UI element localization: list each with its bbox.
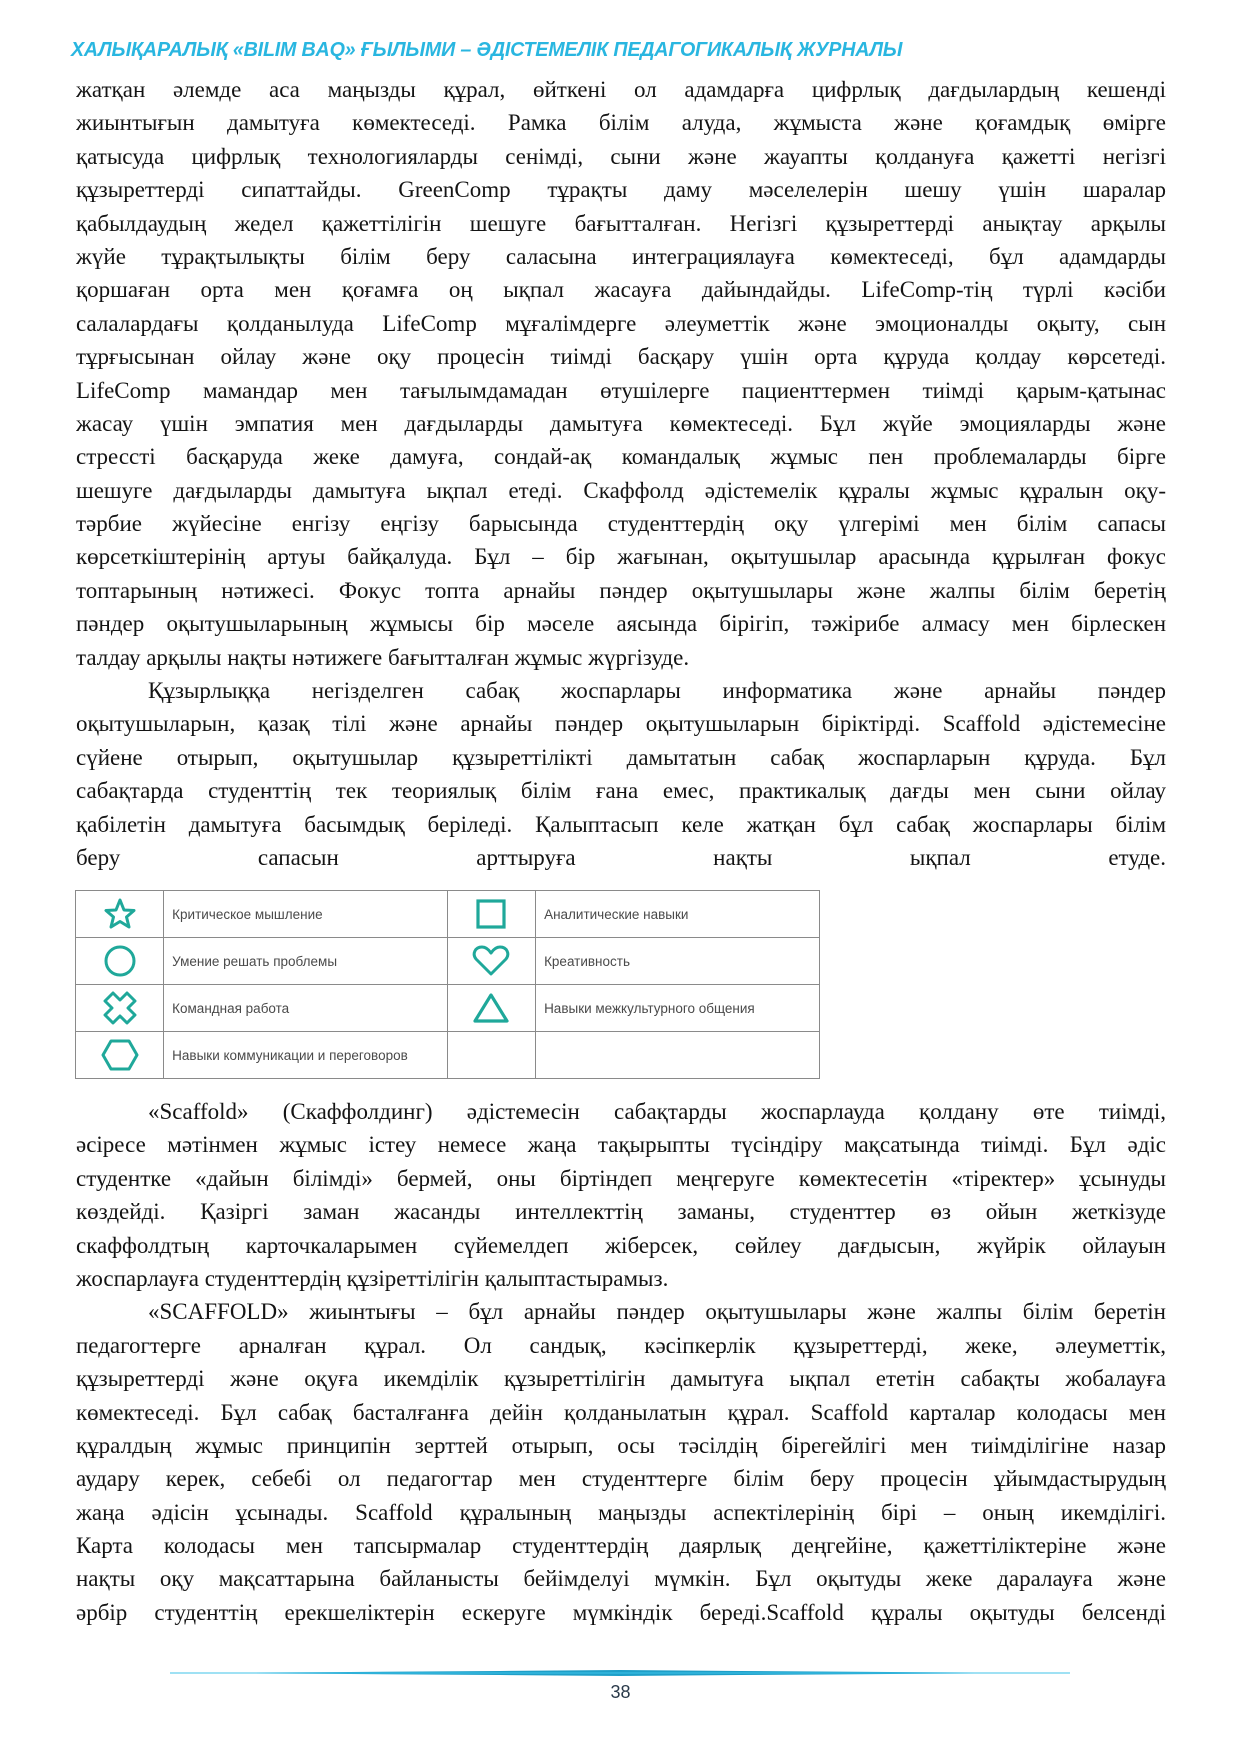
text-line: құзыреттерді сипаттайды. GreenComp тұрақты даму мәселелерін шешу үшін шаралар bbox=[76, 177, 1166, 203]
text-line: аудару керек, себебі ол педагогтар мен студенттерге білім беру процесін ұйымдастырудың bbox=[76, 1466, 1166, 1492]
page-number: 38 bbox=[610, 1682, 631, 1702]
text-line: Құзырлыққа негізделген сабақ жоспарлары информатика және арнайы пәндер bbox=[148, 678, 1166, 704]
text-line: құралдың жұмыс принципін зерттей отырып, осы тәсілдің бірегейлігі мен тиімділігіне назар bbox=[76, 1432, 1166, 1458]
empty-icon-cell bbox=[447, 1032, 535, 1079]
text-line: «SCAFFOLD» жиынтығы – бұл арнайы пәндер оқытушылары және жалпы білім беретін bbox=[148, 1299, 1166, 1325]
text-line: қабілетін дамытуға басымдық беріледі. Қалыптасып келе жатқан бұл сабақ жоспарлары білім bbox=[76, 811, 1166, 837]
text-line: тәрбие жүйесіне енгізу еңгізу барысында студенттердің оқу үлгерімі мен білім сапасы bbox=[76, 511, 1166, 537]
skill-label: Навыки межкультурного общения bbox=[536, 985, 820, 1032]
skill-label: Аналитические навыки bbox=[536, 891, 820, 938]
table-row bbox=[76, 1032, 820, 1079]
icon-cell bbox=[447, 938, 535, 985]
table-row bbox=[76, 938, 820, 985]
table-row bbox=[76, 985, 820, 1032]
journal-header: ХАЛЫҚАРАЛЫҚ «BILIM BAQ» ҒЫЛЫМИ – ӘДІСТЕМЕЛІК ПЕДАГОГИКАЛЫҚ ЖУРНАЛЫ bbox=[71, 38, 903, 61]
icon-cell bbox=[447, 891, 535, 938]
text-line: қатысуда цифрлық технологияларды сенімді, сыни және жауапты қолдануға қажетті негізгі bbox=[76, 143, 1166, 169]
text-line: жатқан әлемде аса маңызды құрал, өйткені ол адамдарға цифрлық дағдылардың кешенді bbox=[76, 77, 1166, 102]
text-line: қабылдаудың жедел қажеттілігін шешуге бағытталған. Негізгі құзыреттерді анықтау арқылы bbox=[76, 210, 1166, 236]
footer-divider bbox=[170, 1669, 1070, 1677]
table-row bbox=[76, 891, 820, 938]
text-line: пәндер оқытушыларының жұмысы бір мәселе аясында бірігіп, тәжірибе алмасу мен бірлескен bbox=[76, 611, 1166, 637]
text-line: көрсеткіштерінің артуы байқалуда. Бұл – бір жағынан, оқытушылар арасында құрылған фокус bbox=[76, 544, 1166, 570]
text-line: «Scaffold» (Скаффолдинг) әдістемесін сабақтарды жоспарлауда қолдану өте тиімді, bbox=[148, 1099, 1166, 1124]
text-line: көздейді. Қазіргі заман жасанды интеллекттің заманы, студенттер өз ойын жеткізуде bbox=[76, 1199, 1166, 1225]
skills-table bbox=[75, 890, 820, 1079]
text-line: салалардағы қолданылуда LifeComp мұғалімдерге әлеуметтік және эмоционалды оқыту, сын bbox=[76, 310, 1166, 336]
skill-label: Командная работа bbox=[164, 985, 448, 1032]
hexagon-icon bbox=[100, 1037, 140, 1073]
icon-cell bbox=[447, 985, 535, 1032]
text-line: шешуге дағдыларды дамытуға ықпал етеді. Скаффолд әдістемелік құралы жұмыс құралын оқу- bbox=[76, 477, 1166, 503]
text-line: педагогтерге арналған құрал. Ол сандық, кәсіпкерлік құзыреттерді, жеке, әлеуметтік, bbox=[76, 1332, 1166, 1358]
icon-cell bbox=[76, 1032, 164, 1079]
skill-label: Креативность bbox=[536, 938, 820, 985]
text-line: LifeComp мамандар мен тағылымдамадан өтушілерге пациенттермен тиімді қарым-қатынас bbox=[76, 377, 1166, 403]
text-line: топтарының нәтижесі. Фокус топта арнайы пәндер оқытушылары және жалпы білім беретің bbox=[76, 577, 1166, 603]
text-line: жоспарлауға студенттердің құзіреттілігін қалыптастырамыз. bbox=[76, 1265, 669, 1291]
star-icon bbox=[103, 897, 137, 931]
text-line: әсіресе мәтінмен жұмыс істеу немесе жаңа тақырыпты түсіндіру мақсатында тиімді. Бұл әдіс bbox=[76, 1132, 1166, 1158]
text-line: тұрғысынан ойлау және оқу процесін тиімді басқару үшін орта құруда қолдау көрсетеді. bbox=[76, 344, 1166, 370]
text-line: талдау арқылы нақты нәтижеге бағытталған жұмыс жүргізуде. bbox=[76, 644, 690, 670]
text-line: жиынтығын дамытуға көмектеседі. Рамка білім алуда, жұмыста және қоғамдық өмірге bbox=[76, 110, 1166, 136]
text-line: көмектеседі. Бұл сабақ басталғанға дейін қолданылатын құрал. Scaffold карталар колодасы мен bbox=[76, 1399, 1166, 1425]
text-line: жаңа әдісін ұсынады. Scaffold құралының маңызды аспектілерінің бірі – оның икемділігі. bbox=[76, 1499, 1166, 1525]
text-line: сүйене отырып, оқытушылар құзыреттілікті дамытатын сабақ жоспарларын құруда. Бұл bbox=[76, 744, 1166, 770]
body-text-block-2 bbox=[76, 1095, 1166, 1629]
text-line: сабақтарда студенттің тек теориялық білім ғана емес, практикалық дағды мен сыни ойлау bbox=[76, 778, 1166, 804]
text-line: жасау үшін эмпатия мен дағдыларды дамытуға көмектеседі. Бұл жүйе эмоцияларды және bbox=[76, 410, 1166, 436]
icon-cell bbox=[76, 891, 164, 938]
square-icon bbox=[474, 897, 508, 931]
text-line: әрбір студенттің ерекшеліктерін ескеруге мүмкіндік береді.Scaffold құралы оқытуды белсенді bbox=[76, 1599, 1166, 1625]
text-line: құзыреттерді және оқуға икемділік құзыреттілігін дамытуға ықпал ететін сабақты жобалауға bbox=[76, 1366, 1166, 1392]
text-line: беру сапасын арттыруға нақты ықпал етуде. bbox=[76, 844, 1166, 870]
icon-cell bbox=[76, 985, 164, 1032]
text-line: нақты оқу мақсаттарына байланысты бейімделуі мүмкін. Бұл оқытуды жеке даралауға және bbox=[76, 1566, 1166, 1592]
triangle-icon bbox=[472, 991, 510, 1025]
text-line: скаффолдтың карточкаларымен сүйемелдеп жіберсек, сөйлеу дағдысын, жүйрік ойлауын bbox=[76, 1232, 1166, 1258]
empty-label-cell bbox=[536, 1032, 820, 1079]
text-line: оқытушыларын, қазақ тілі және арнайы пәндер оқытушыларын біріктірді. Scaffold әдістемесіне bbox=[76, 711, 1166, 737]
text-line: стрессті басқаруда жеке дамуға, сондай-ақ командалық жұмыс пен проблемаларды бірге bbox=[76, 444, 1166, 470]
circle-icon bbox=[102, 943, 138, 979]
text-line: жүйе тұрақтылықты білім беру саласына интеграциялауға көмектеседі, бұл адамдарды bbox=[76, 243, 1166, 269]
cross-icon bbox=[102, 990, 138, 1026]
icon-cell bbox=[76, 938, 164, 985]
heart-icon bbox=[471, 944, 511, 978]
text-line: студентке «дайын білімді» бермей, оны біртіндеп меңгеруге көмектесетін «тіректер» ұсынуды bbox=[76, 1165, 1166, 1191]
skill-label: Критическое мышление bbox=[164, 891, 448, 938]
skill-label: Умение решать проблемы bbox=[164, 938, 448, 985]
skill-label: Навыки коммуникации и переговоров bbox=[164, 1032, 448, 1079]
text-line: қоршаған орта мен қоғамға оң ықпал жасауға дайындайды. LifeComp-тің түрлі кәсіби bbox=[76, 277, 1166, 303]
body-text-block-1 bbox=[76, 73, 1166, 874]
text-line: Карта колодасы мен тапсырмалар студенттердің даярлық деңгейіне, қажеттіліктеріне және bbox=[76, 1533, 1166, 1559]
